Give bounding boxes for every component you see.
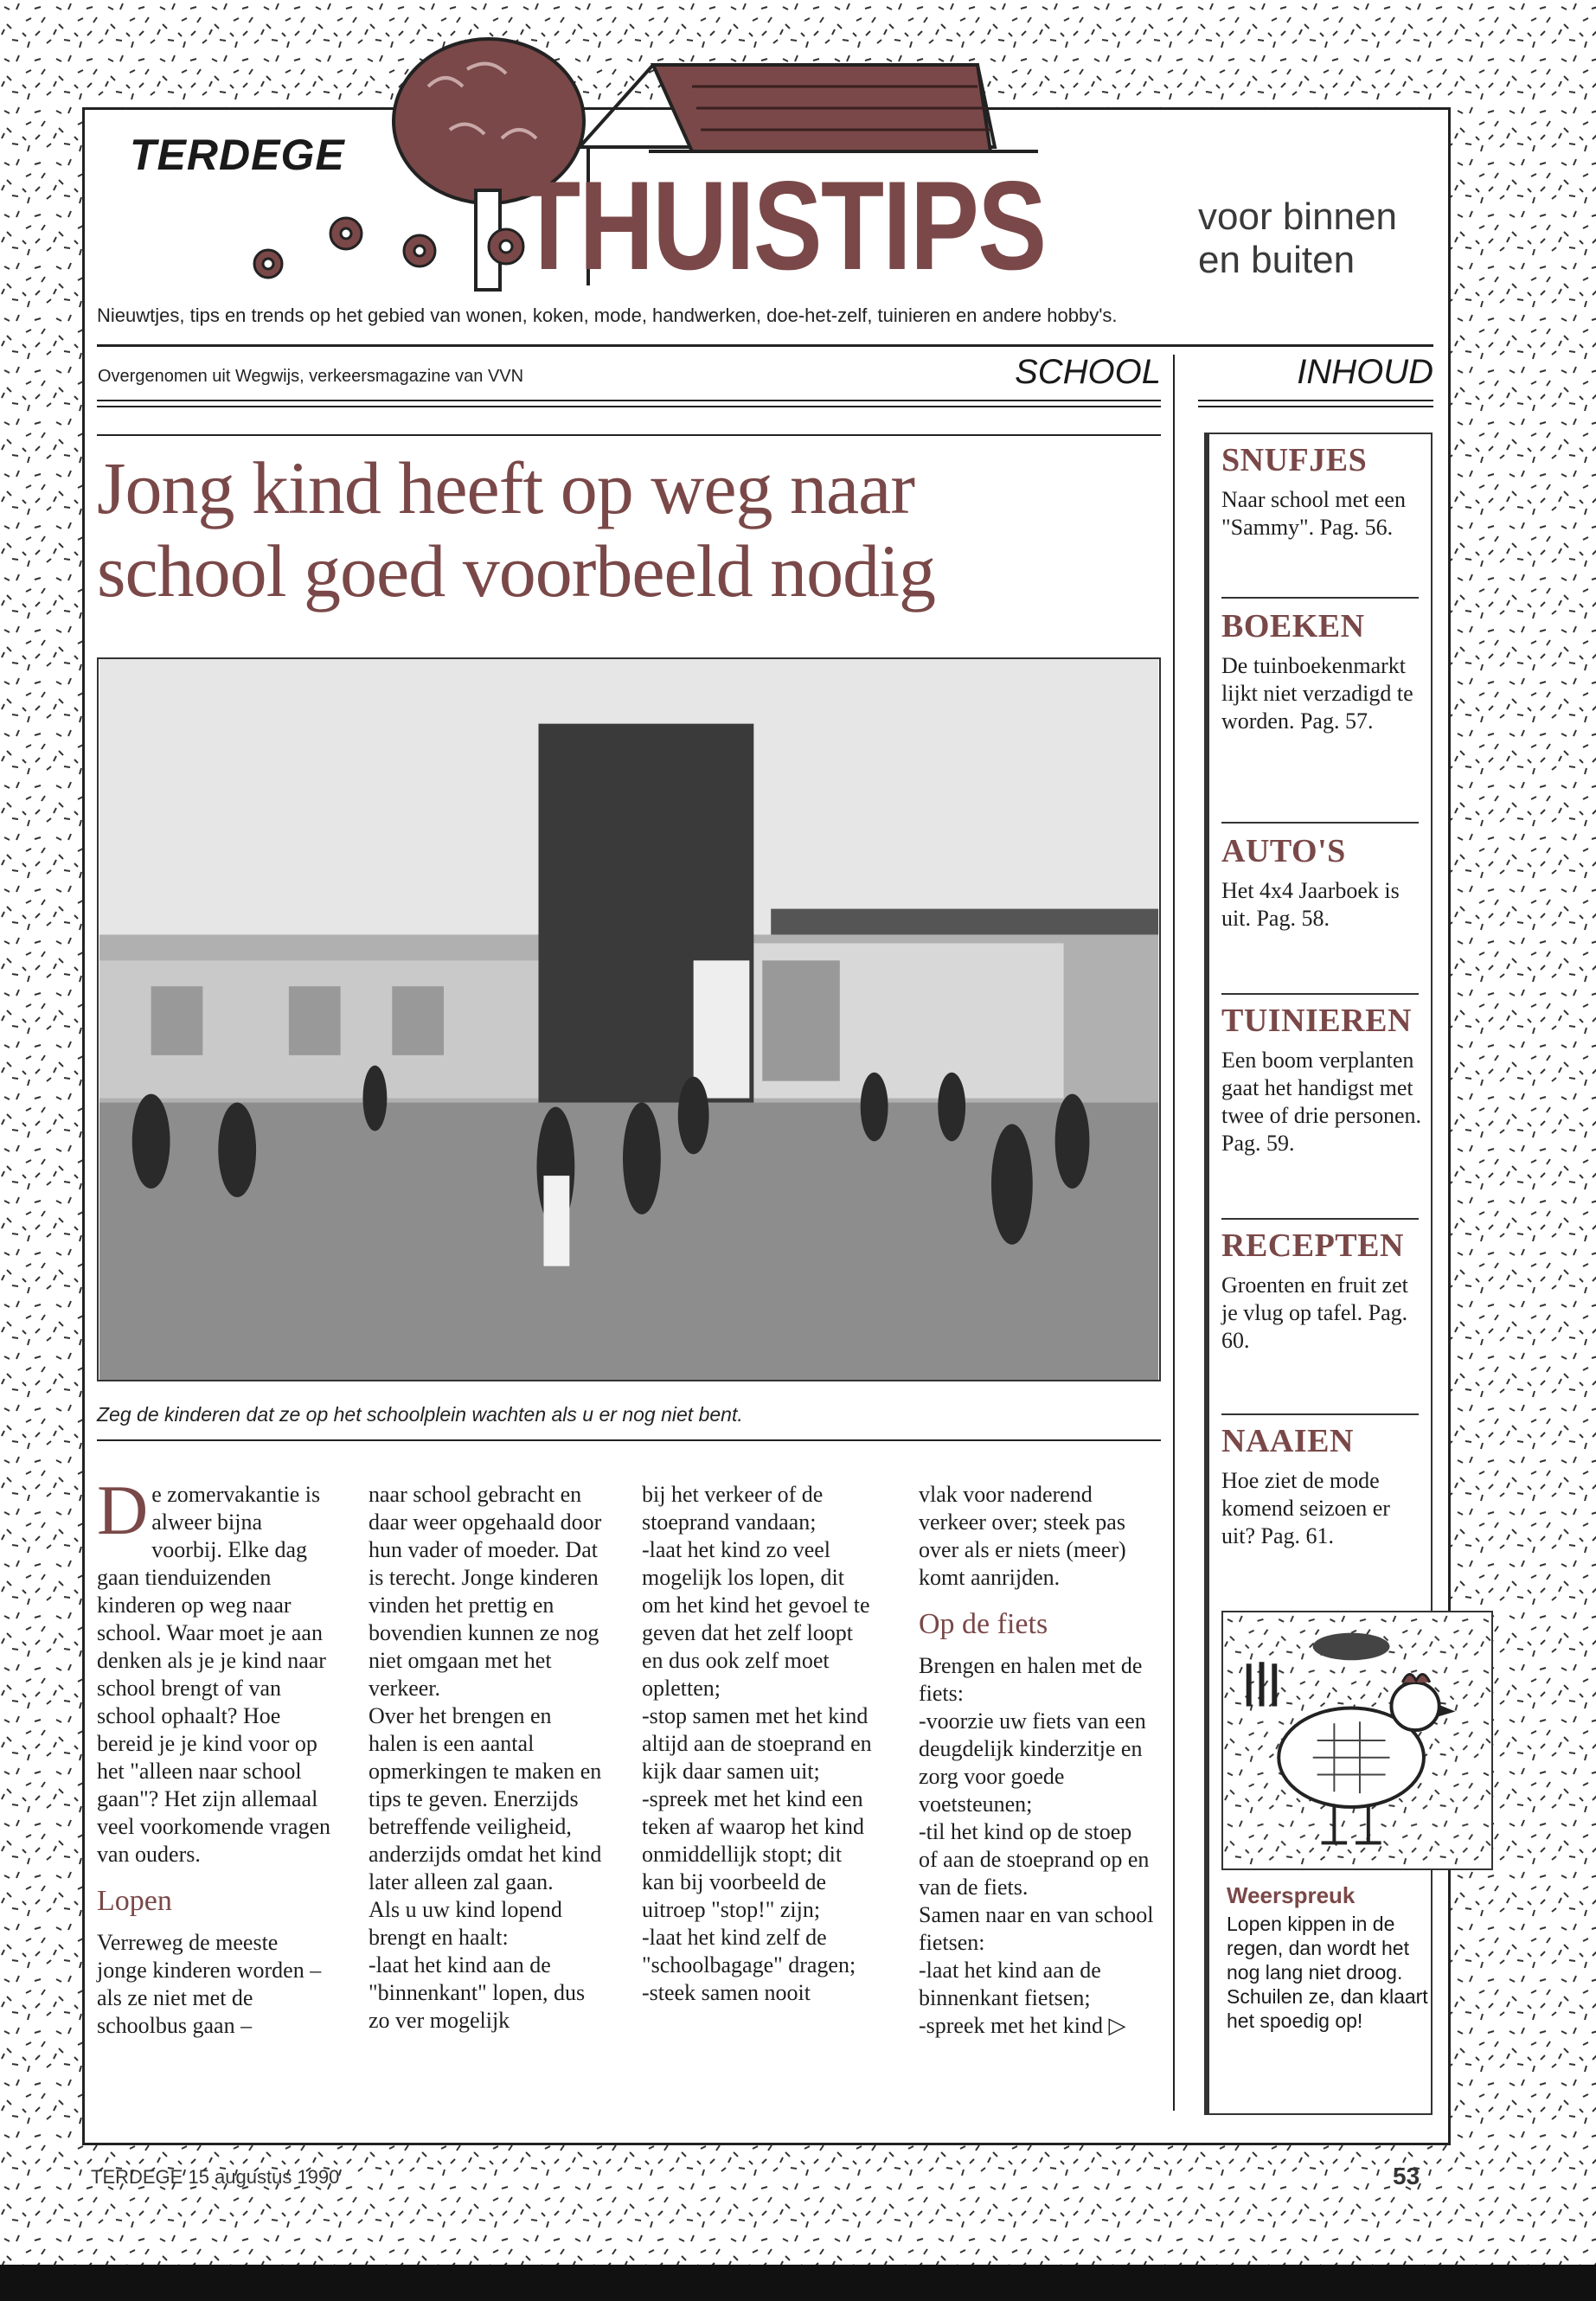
sidebar-item-autos xyxy=(1221,832,1424,933)
paragraph: -laat het kind aan de binnenkant fietsen; xyxy=(919,1958,1101,2010)
sidebar-divider xyxy=(1221,1218,1419,1220)
paragraph: Samen naar en van school fietsen: xyxy=(919,1902,1154,1955)
intro-paragraph: e zomervakantie is alweer bijna voorbij. Elke dag gaan tienduizenden kinderen op weg naar school. Waar moet je aan denken als je je kind naar school brengt of van school ophaalt? Hoe bereid je je kind voor op het "alleen naar school gaan"? Het zijn allemaal veel voorkomende vragen van ouders. xyxy=(97,1482,331,1867)
paragraph: -stop samen met het kind altijd aan de stoeprand en kijk daar samen uit; xyxy=(642,1703,872,1784)
sidebar-item-text: Een boom verplanten gaat het handigst met twee of drie personen. Pag. 59. xyxy=(1221,1048,1422,1156)
sidebar-item-recepten xyxy=(1221,1227,1424,1355)
paragraph: Brengen en halen met de fiets: xyxy=(919,1653,1143,1706)
brand-thuistips: THUISTIPS xyxy=(517,155,1046,296)
sidebar-item-title: SNUFJES xyxy=(1221,442,1368,478)
paragraph: -laat het kind zo veel mogelijk los lopen, dit om het kind het gevoel te geven dat het zelf loopt en dus ook zelf moet opletten; xyxy=(642,1537,870,1701)
subhead-lopen: Lopen xyxy=(97,1885,172,1917)
sidebar-item-title: AUTO'S xyxy=(1221,833,1346,869)
sidebar-divider xyxy=(1221,597,1419,599)
divider xyxy=(97,406,1161,407)
sidebar-divider xyxy=(1221,993,1419,995)
article-source: Overgenomen uit Wegwijs, verkeersmagazine van VVN xyxy=(98,367,524,386)
divider xyxy=(97,434,1161,436)
index-title: INHOUD xyxy=(1297,353,1433,391)
column-divider xyxy=(1173,355,1175,2111)
drop-cap: D xyxy=(97,1471,149,1549)
paragraph: Over het brengen en halen is een aantal opmerkingen te maken en tips te geven. Enerzijds betreffende veiligheid, anderzijds omdat het kind later alleen zal gaan. xyxy=(369,1703,602,1894)
chicken-illustration xyxy=(1221,1611,1493,1870)
page-number: 53 xyxy=(1393,2163,1420,2189)
sidebar-item-title: RECEPTEN xyxy=(1221,1227,1404,1264)
headline-line1: Jong kind heeft op weg naar xyxy=(97,446,914,529)
article-column-1 xyxy=(97,1471,332,2040)
divider xyxy=(97,344,1433,347)
brand-terdege: TERDEGE xyxy=(130,131,345,179)
paragraph: Verreweg de meeste jonge kinderen worden – als ze niet met de schoolbus gaan – xyxy=(97,1930,322,2038)
paragraph: Als u uw kind lopend brengt en haalt: xyxy=(369,1897,562,1950)
paragraph: -til het kind op de stoep of aan de stoeprand op en van de fiets. xyxy=(919,1819,1150,1900)
headline xyxy=(97,446,1170,612)
paragraph: naar school gebracht en daar weer opgehaald door hun vader of moeder. Dat is terecht. Jonge kinderen vinden het prettig en bovendien kunnen ze nog niet omgaan met het verkeer. xyxy=(369,1482,602,1701)
photo-caption: Zeg de kinderen dat ze op het schoolplein wachten als u er nog niet bent. xyxy=(97,1403,743,1426)
divider xyxy=(97,1439,1161,1441)
sidebar-divider xyxy=(1221,822,1419,824)
schoolyard-photo xyxy=(97,657,1161,1381)
weerspreuk-text: Lopen kippen in de regen, dan wordt het nog lang niet droog. Schuilen ze, dan klaart het spoedig op! xyxy=(1227,1913,1428,2032)
bottom-bar xyxy=(0,2265,1596,2301)
sidebar-item-title: NAAIEN xyxy=(1221,1423,1354,1459)
paragraph: -steek samen nooit xyxy=(642,1980,811,2005)
divider xyxy=(1198,400,1433,401)
sidebar-item-snufjes xyxy=(1221,441,1424,542)
sidebar-item-text: Naar school met een "Sammy". Pag. 56. xyxy=(1221,487,1406,540)
sidebar-item-text: Het 4x4 Jaarboek is uit. Pag. 58. xyxy=(1221,878,1400,931)
sidebar-item-text: De tuinboekenmarkt lijkt niet verzadigd te worden. Pag. 57. xyxy=(1221,653,1413,734)
article-column-3 xyxy=(642,1481,877,2007)
subhead-fiets: Op de fiets xyxy=(919,1608,1048,1640)
tagline: Nieuwtjes, tips en trends op het gebied van wonen, koken, mode, handwerken, doe-het-zelf, tuinieren en andere hobby's. xyxy=(97,304,1118,326)
paragraph: -voorzie uw fiets van een deugdelijk kinderzitje en zorg voor goede voetsteunen; xyxy=(919,1708,1146,1817)
brand-subtitle-line1: voor binnen xyxy=(1198,195,1397,238)
sidebar-item-title: BOEKEN xyxy=(1221,608,1365,644)
brand-subtitle-line2: en buiten xyxy=(1198,239,1356,281)
sidebar-item-text: Hoe ziet de mode komend seizoen er uit? Pag. 61. xyxy=(1221,1468,1390,1548)
sidebar-item-naaien xyxy=(1221,1422,1424,1550)
paragraph: -spreek met het kind ▷ xyxy=(919,2013,1126,2038)
sidebar-item-text: Groenten en fruit zet je vlug op tafel. Pag. 60. xyxy=(1221,1272,1408,1353)
article-column-4 xyxy=(919,1481,1154,2040)
brand-subtitle xyxy=(1198,195,1397,282)
section-label: SCHOOL xyxy=(1015,353,1161,391)
divider xyxy=(1198,406,1433,407)
sidebar-item-title: TUINIEREN xyxy=(1221,1003,1412,1039)
paragraph: -spreek met het kind een teken af waarop het kind onmiddellijk stopt; dit kan bij voorbeeld de uitroep "stop!" zijn; xyxy=(642,1786,865,1922)
paragraph: -laat het kind aan de "binnenkant" lopen, dus zo ver mogelijk xyxy=(369,1952,586,2033)
weerspreuk-title: Weerspreuk xyxy=(1227,1882,1356,1908)
paragraph: vlak voor naderend verkeer over; steek pas over als er niets (meer) komt aanrijden. xyxy=(919,1482,1126,1590)
paragraph: bij het verkeer of de stoeprand vandaan; xyxy=(642,1482,824,1535)
footer-issue: TERDEGE 15 augustus 1990 xyxy=(91,2166,340,2188)
sidebar-item-boeken xyxy=(1221,607,1424,735)
headline-line2: school goed voorbeeld nodig xyxy=(97,529,935,612)
divider xyxy=(97,400,1161,401)
paragraph: -laat het kind zelf de "schoolbagage" dragen; xyxy=(642,1925,856,1977)
sidebar-item-tuinieren xyxy=(1221,1002,1424,1157)
sidebar-divider xyxy=(1221,1413,1419,1415)
article-column-2 xyxy=(369,1481,604,2035)
